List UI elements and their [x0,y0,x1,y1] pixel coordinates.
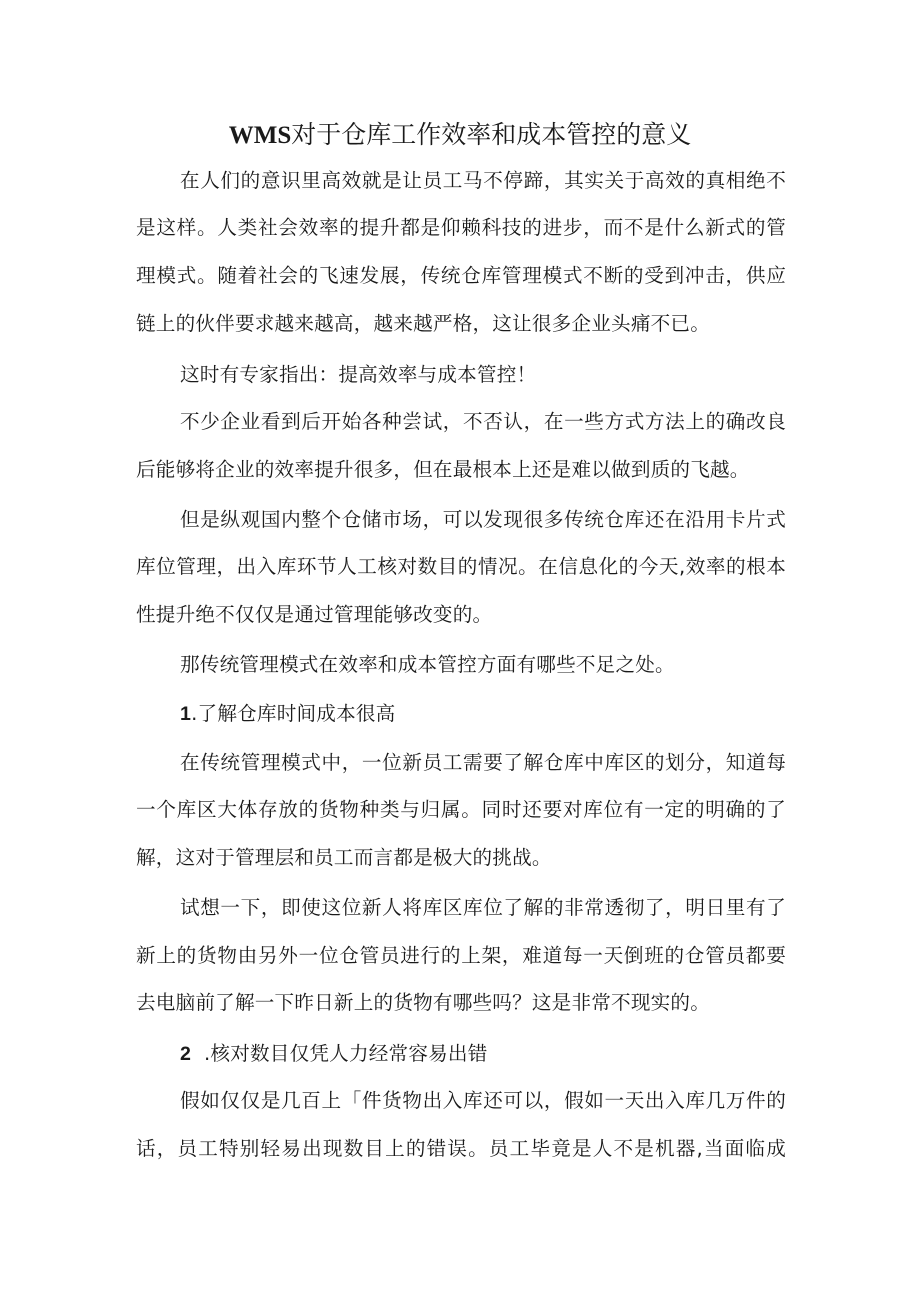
paragraph-line: 性提升绝不仅仅是通过管理能够改变的。 [136,603,493,626]
heading-number: 1 [180,703,192,725]
paragraph-line: 新上的货物由另外一位仓管员进行的上架，难道每一天倒班的仓管员都要 [136,944,786,967]
paragraph-line: 链上的伙伴要求越来越高，越来越严格，这让很多企业头痛不已。 [136,312,711,335]
paragraph-line: 理模式。随着社会的飞速发展，传统仓库管理模式不断的受到冲击，供应 [136,264,786,287]
paragraph-line: 但是纵观国内整个仓储市场，可以发现很多传统仓库还在沿用卡片式 [180,508,786,531]
paragraph-line: 假如仅仅是几百上「件货物出入库还可以，假如一天出入库几万件的 [180,1089,786,1112]
paragraph-line: 解，这对于管理层和员工而言都是极大的挑战。 [136,846,552,869]
paragraph-line: 库位管理，出入库环节人工核对数目的情况。在信息化的今天,效率的根本 [136,555,786,578]
heading-number: 2 [180,1043,192,1065]
paragraph-line: 那传统管理模式在效率和成本管控方面有哪些不足之处。 [180,653,675,676]
paragraph-line: 在传统管理模式中，一位新员工需要了解仓库中库区的划分，知道每 [180,751,786,774]
heading-text: .核对数目仅凭人力经常容易出错 [191,1042,488,1065]
paragraph-line: 在人们的意识里高效就是让员工马不停蹄，其实关于高效的真相绝不 [180,169,786,192]
section-heading-2 [180,1039,786,1069]
paragraph-line: 试想一下，即使这位新人将库区库位了解的非常透彻了，明日里有了 [180,896,786,919]
paragraph-line: 话，员工特别轻易出现数目上的错误。员工毕竟是人不是机器,当面临成 [136,1137,786,1160]
paragraph-line: 是这样。人类社会效率的提升都是仰赖科技的进步，而不是什么新式的管 [136,216,786,239]
paragraph-line: 不少企业看到后开始各种尝试，不否认，在一些方式方法上的确改良 [180,410,786,433]
title-rest: 对于仓库工作效率和成本管控的意义 [291,120,692,149]
title-latin: WMS [228,122,292,149]
paragraph-line: 去电脑前了解一下昨日新上的货物有哪些吗？这是非常不现实的。 [136,991,711,1014]
paragraph-line: 这时有专家指出：提高效率与成本管控！ [180,363,537,386]
document-title [0,118,920,153]
paragraph-line: 后能够将企业的效率提升很多，但在最根本上还是难以做到质的飞越。 [136,458,750,481]
section-heading-1 [180,699,786,729]
paragraph-line: 一个库区大体存放的货物种类与归属。同时还要对库位有一定的明确的了 [136,798,786,821]
heading-text: .了解仓库时间成本很高 [191,702,396,725]
